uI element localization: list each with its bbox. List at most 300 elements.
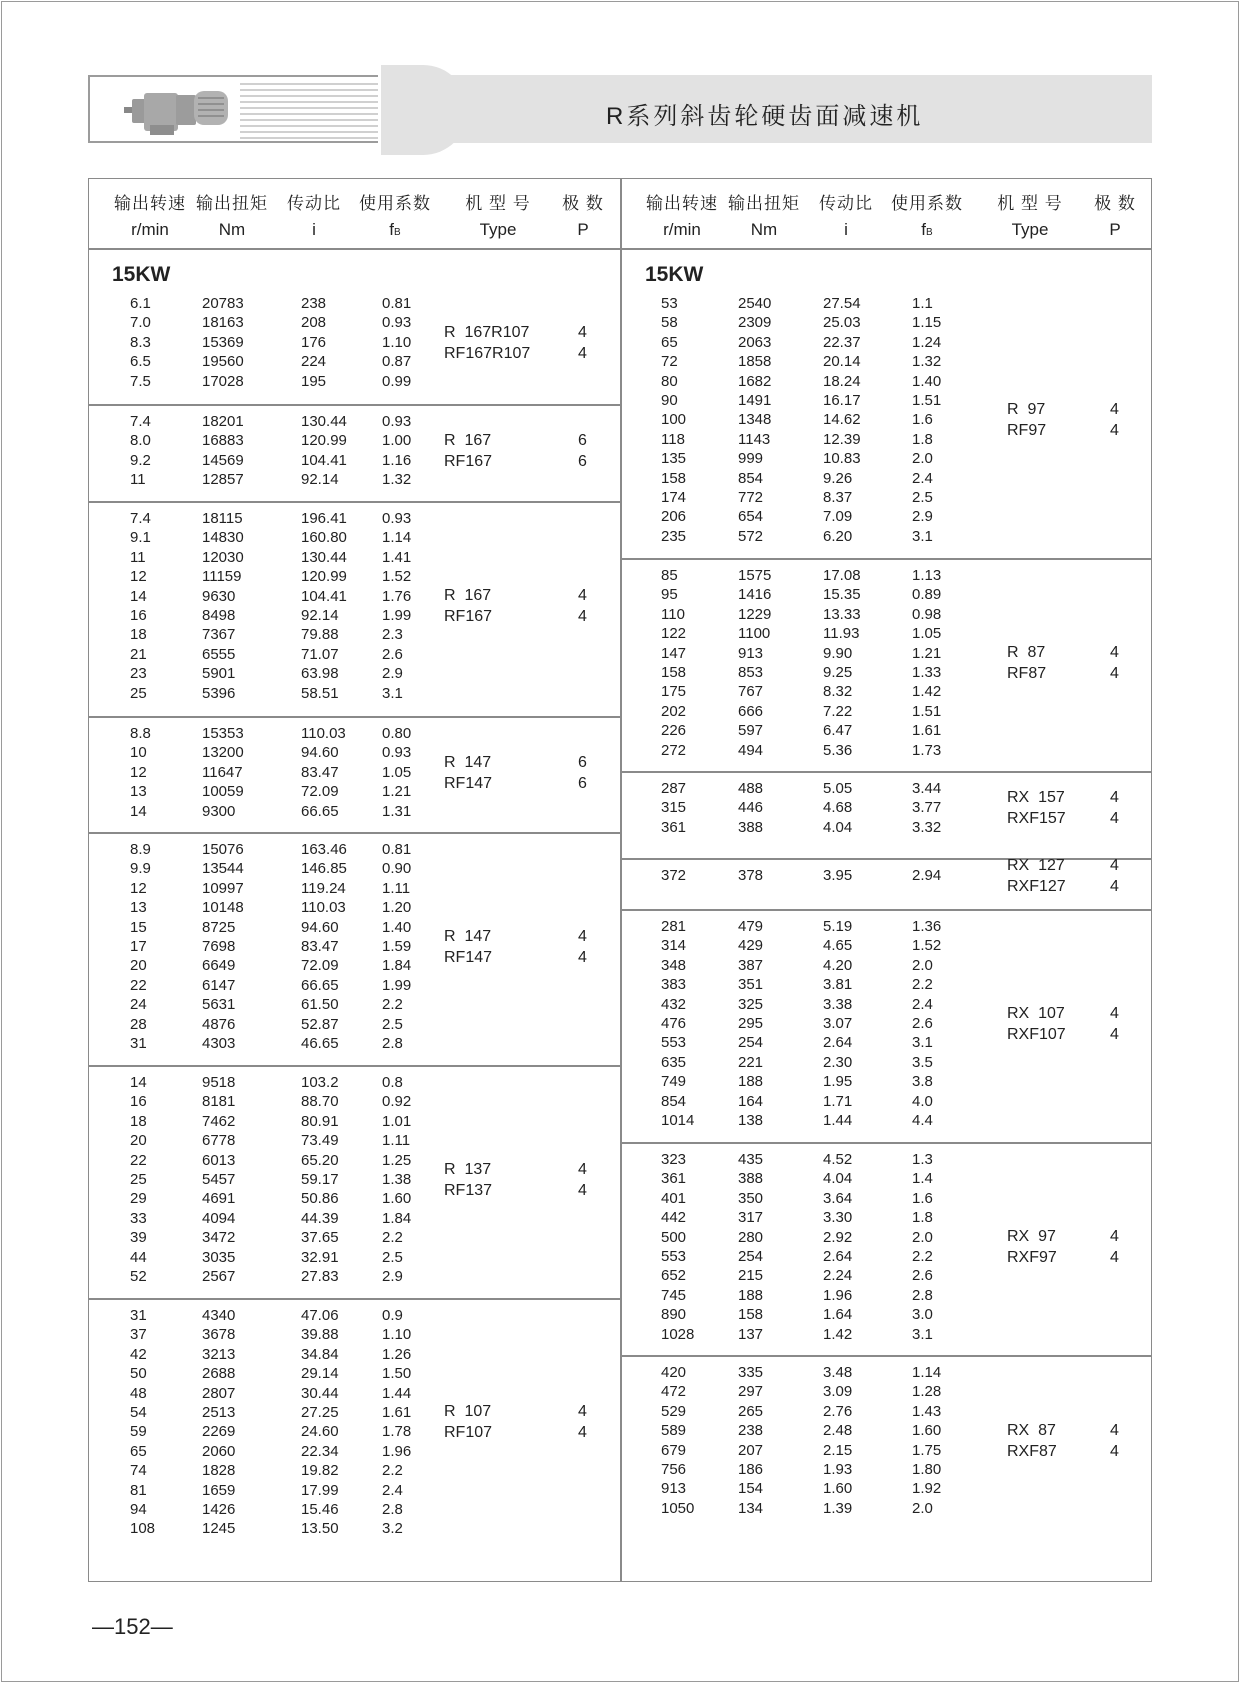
service-factor-cell: 0.98 (912, 605, 942, 623)
right-table-row (621, 1208, 1151, 1227)
right-table-row (621, 1053, 1151, 1072)
torque-cell: 11647 (202, 763, 243, 781)
torque-cell: 154 (738, 1480, 764, 1498)
speed-cell: 72 (661, 353, 678, 371)
unit-subscript: B (926, 227, 933, 238)
torque-cell: 2540 (738, 295, 772, 312)
speed-cell: 108 (130, 1520, 156, 1538)
left-model-type: R 147 (444, 753, 492, 771)
torque-cell: 3472 (202, 1229, 236, 1247)
right-table-row (621, 1382, 1151, 1401)
service-factor-cell: 2.4 (382, 1481, 403, 1499)
service-factor-cell: 1.33 (912, 664, 942, 681)
header-divider (88, 248, 1152, 250)
left-table-row (88, 1209, 620, 1228)
left-table-row (88, 995, 620, 1014)
ratio-cell: 22.37 (823, 333, 861, 351)
torque-cell: 446 (738, 799, 764, 817)
banner-image-panel (88, 75, 418, 143)
right-table-row (621, 469, 1151, 488)
service-factor-cell: 1.52 (912, 937, 942, 955)
speed-cell: 174 (661, 489, 687, 506)
ratio-cell: 4.20 (823, 956, 853, 974)
ratio-cell: 2.76 (823, 1402, 853, 1420)
left-table-row (88, 937, 620, 956)
service-factor-cell: 1.4 (912, 1170, 933, 1188)
left-table-row (88, 606, 620, 625)
ratio-cell: 146.85 (301, 860, 347, 878)
torque-cell: 8181 (202, 1093, 236, 1111)
ratio-cell: 4.04 (823, 818, 853, 836)
right-table-row (621, 1247, 1151, 1266)
service-factor-cell: 3.5 (912, 1053, 933, 1071)
speed-cell: 20 (130, 957, 147, 975)
torque-cell: 16883 (202, 432, 244, 450)
speed-cell: 476 (661, 1015, 687, 1032)
speed-cell: 54 (130, 1404, 147, 1421)
left-poles: 4 (578, 1403, 587, 1421)
left-table-row (88, 802, 620, 821)
service-factor-cell: 1.76 (382, 587, 412, 605)
torque-cell: 186 (738, 1461, 764, 1478)
service-factor-cell: 1.6 (912, 411, 933, 429)
service-factor-cell: 1.24 (912, 333, 942, 351)
right-table-row (621, 333, 1151, 352)
ratio-cell: 73.49 (301, 1132, 339, 1150)
torque-cell: 429 (738, 937, 764, 955)
service-factor-cell: 1.25 (382, 1151, 412, 1169)
right-table-row (621, 1111, 1151, 1130)
torque-cell: 378 (738, 867, 764, 884)
ratio-cell: 27.83 (301, 1268, 339, 1285)
column-unit-poles: P (1109, 220, 1121, 239)
torque-cell: 913 (738, 644, 764, 662)
torque-cell: 387 (738, 956, 764, 974)
right-table-row (621, 741, 1151, 760)
speed-cell: 7.4 (130, 413, 151, 430)
ratio-cell: 27.54 (823, 295, 861, 312)
ratio-cell: 9.90 (823, 644, 853, 662)
speed-cell: 118 (661, 430, 685, 448)
column-header-type: 机 型 号 (997, 194, 1063, 213)
torque-cell: 221 (738, 1053, 764, 1071)
ratio-cell: 9.26 (823, 469, 853, 487)
torque-cell: 1229 (738, 605, 772, 623)
torque-cell: 18163 (202, 314, 244, 332)
service-factor-cell: 3.1 (912, 1325, 933, 1343)
speed-cell: 7.5 (130, 372, 151, 390)
right-table-row (621, 702, 1151, 721)
ratio-cell: 22.34 (301, 1442, 339, 1460)
ratio-cell: 30.44 (301, 1384, 339, 1402)
torque-cell: 2269 (202, 1423, 236, 1441)
left-table-row (88, 956, 620, 975)
service-factor-cell: 1.05 (912, 625, 942, 643)
left-table-row (88, 763, 620, 782)
service-factor-cell: 1.10 (382, 333, 412, 351)
speed-cell: 85 (661, 567, 678, 584)
unit-subscript: B (394, 227, 401, 238)
ratio-cell: 2.92 (823, 1228, 853, 1246)
service-factor-cell: 2.2 (382, 1229, 403, 1247)
ratio-cell: 176 (301, 333, 327, 351)
ratio-cell: 61.50 (301, 996, 339, 1014)
left-table-row (88, 509, 620, 528)
service-factor-cell: 1.59 (382, 938, 412, 955)
left-model-type: R 137 (444, 1160, 492, 1178)
left-table-row (88, 918, 620, 937)
right-model-type: R 97 (1007, 401, 1046, 419)
speed-cell: 17 (130, 938, 147, 955)
right-table-row (621, 294, 1151, 313)
ratio-cell: 1.39 (823, 1499, 853, 1517)
left-model-type: R 167 (444, 587, 492, 604)
service-factor-cell: 1.84 (382, 957, 412, 975)
column-header-speed: 输出转速 (646, 194, 718, 213)
ratio-cell: 18.24 (823, 372, 861, 390)
column-header-torque: 输出扭矩 (196, 194, 268, 213)
right-poles: 4 (1110, 856, 1119, 874)
torque-cell: 325 (738, 995, 764, 1013)
speed-cell: 361 (661, 818, 687, 836)
left-table-row (88, 782, 620, 801)
right-table-row (621, 1286, 1151, 1305)
service-factor-cell: 2.6 (912, 1267, 933, 1285)
left-model-type: R 167R107 (444, 323, 530, 341)
service-factor-cell: 1.01 (382, 1112, 412, 1130)
service-factor-cell: 1.60 (912, 1422, 942, 1440)
ratio-cell: 6.47 (823, 722, 853, 740)
left-poles: 6 (578, 774, 587, 792)
speed-cell: 12 (130, 879, 147, 897)
service-factor-cell: 2.5 (912, 489, 933, 506)
service-factor-cell: 1.52 (382, 568, 412, 586)
speed-cell: 90 (661, 392, 678, 409)
service-factor-cell: 3.2 (382, 1520, 403, 1538)
ratio-cell: 15.35 (823, 586, 861, 604)
speed-cell: 175 (661, 683, 687, 701)
torque-cell: 6555 (202, 645, 236, 663)
left-poles: 6 (578, 431, 587, 449)
ratio-cell: 2.30 (823, 1053, 853, 1071)
torque-cell: 854 (738, 469, 764, 487)
ratio-cell: 8.32 (823, 683, 853, 701)
speed-cell: 10 (130, 744, 147, 762)
speed-cell: 65 (661, 333, 678, 351)
ratio-cell: 3.07 (823, 1015, 853, 1032)
ratio-cell: 120.99 (301, 568, 347, 586)
column-header-poles: 极 数 (562, 194, 604, 213)
ratio-cell: 160.80 (301, 529, 347, 547)
service-factor-cell: 4.0 (912, 1092, 933, 1110)
right-table-row (621, 585, 1151, 604)
right-model-type: RF97 (1007, 422, 1047, 440)
speed-cell: 500 (661, 1228, 687, 1246)
right-table-row (621, 1421, 1151, 1440)
right-table-row (621, 527, 1151, 546)
service-factor-cell: 1.6 (912, 1189, 933, 1207)
speed-cell: 7.4 (130, 510, 151, 527)
speed-cell: 420 (661, 1364, 687, 1381)
service-factor-cell: 3.1 (912, 527, 933, 545)
right-table-row (621, 779, 1151, 798)
torque-cell: 17028 (202, 372, 244, 390)
ratio-cell: 119.24 (301, 879, 346, 897)
speed-cell: 890 (661, 1306, 687, 1324)
left-table-row (88, 1170, 620, 1189)
right-table-row (621, 507, 1151, 526)
torque-cell: 767 (738, 683, 764, 701)
torque-cell: 388 (738, 1170, 764, 1188)
ratio-cell: 39.88 (301, 1326, 339, 1344)
ratio-cell: 195 (301, 372, 327, 390)
service-factor-cell: 4.4 (912, 1112, 933, 1129)
left-poles: 4 (578, 587, 587, 604)
service-factor-cell: 0.93 (382, 744, 412, 762)
ratio-cell: 104.41 (301, 451, 347, 469)
speed-cell: 7.0 (130, 314, 151, 332)
left-table-row (88, 1151, 620, 1170)
ratio-cell: 238 (301, 295, 327, 312)
ratio-cell: 4.65 (823, 937, 853, 955)
right-model-type: RX 157 (1007, 789, 1065, 807)
speed-cell: 8.9 (130, 841, 151, 858)
ratio-cell: 59.17 (301, 1171, 339, 1188)
left-table-row (88, 840, 620, 859)
speed-cell: 348 (661, 956, 687, 974)
group-divider (621, 1142, 1151, 1144)
torque-cell: 297 (738, 1383, 764, 1401)
service-factor-cell: 1.31 (382, 802, 412, 820)
right-table-row (621, 917, 1151, 936)
service-factor-cell: 2.0 (912, 450, 933, 468)
ratio-cell: 110.03 (301, 899, 346, 917)
torque-cell: 9630 (202, 587, 236, 605)
speed-cell: 122 (661, 625, 687, 643)
right-model-type: RXF87 (1007, 1442, 1057, 1460)
speed-cell: 315 (661, 799, 687, 817)
ratio-cell: 94.60 (301, 918, 339, 936)
service-factor-cell: 1.96 (382, 1442, 412, 1460)
column-unit-ratio: i (312, 220, 316, 239)
speed-cell: 28 (130, 1015, 147, 1033)
speed-cell: 1028 (661, 1325, 695, 1343)
ratio-cell: 2.48 (823, 1422, 853, 1440)
column-header-service-factor: 使用系数 (359, 194, 431, 213)
right-model-type: RX 87 (1007, 1421, 1056, 1439)
speed-cell: 314 (661, 937, 687, 955)
right-poles: 4 (1110, 422, 1119, 440)
service-factor-cell: 1.99 (382, 976, 412, 994)
service-factor-cell: 3.1 (382, 684, 403, 702)
torque-cell: 999 (738, 450, 764, 468)
right-table-row (621, 430, 1151, 449)
group-divider (621, 909, 1151, 911)
ratio-cell: 5.36 (823, 741, 853, 759)
left-table-row (88, 451, 620, 470)
right-table-row (621, 682, 1151, 701)
right-table-row (621, 313, 1151, 332)
torque-cell: 188 (738, 1073, 764, 1091)
ratio-cell: 2.24 (823, 1267, 853, 1285)
service-factor-cell: 1.26 (382, 1345, 412, 1363)
left-table-row (88, 976, 620, 995)
torque-cell: 4876 (202, 1015, 236, 1033)
speed-cell: 16 (130, 607, 147, 624)
left-table-row (88, 1267, 620, 1286)
right-table-row (621, 975, 1151, 994)
left-table-row (88, 859, 620, 878)
ratio-cell: 79.88 (301, 626, 339, 644)
torque-cell: 1491 (738, 392, 772, 409)
ratio-cell: 1.42 (823, 1325, 853, 1343)
torque-cell: 164 (738, 1092, 764, 1110)
group-divider (621, 1355, 1151, 1357)
torque-cell: 4340 (202, 1307, 236, 1324)
torque-cell: 134 (738, 1499, 764, 1517)
service-factor-cell: 1.61 (912, 722, 942, 740)
service-factor-cell: 1.40 (382, 918, 412, 936)
service-factor-cell: 0.8 (382, 1074, 403, 1091)
service-factor-cell: 1.80 (912, 1461, 942, 1478)
speed-cell: 29 (130, 1190, 147, 1208)
torque-cell: 10059 (202, 783, 244, 801)
torque-cell: 13200 (202, 744, 244, 762)
torque-cell: 2513 (202, 1404, 236, 1421)
speed-cell: 13 (130, 783, 147, 801)
ratio-cell: 29.14 (301, 1365, 339, 1383)
ratio-cell: 24.60 (301, 1423, 339, 1441)
right-table-row (621, 488, 1151, 507)
speed-cell: 48 (130, 1384, 147, 1402)
left-table-row (88, 1015, 620, 1034)
speed-cell: 33 (130, 1209, 147, 1227)
torque-cell: 6778 (202, 1132, 236, 1150)
speed-cell: 135 (661, 450, 687, 468)
left-poles: 6 (578, 753, 587, 771)
column-unit-torque: Nm (218, 220, 246, 239)
service-factor-cell: 1.32 (382, 471, 412, 489)
left-table-row (88, 372, 620, 391)
left-table-row (88, 333, 620, 352)
speed-cell: 383 (661, 976, 687, 994)
right-table-row (621, 352, 1151, 371)
right-table-row (621, 1460, 1151, 1479)
right-model-type: RXF127 (1007, 877, 1066, 895)
right-poles: 4 (1110, 810, 1119, 828)
ratio-cell: 3.64 (823, 1189, 853, 1207)
ratio-cell: 1.96 (823, 1286, 853, 1304)
left-table-row (88, 1345, 620, 1364)
torque-cell: 2567 (202, 1268, 236, 1285)
right-table-row (621, 1150, 1151, 1169)
ratio-cell: 2.64 (823, 1034, 853, 1052)
right-table-row (621, 449, 1151, 468)
right-table-row (621, 1092, 1151, 1111)
speed-cell: 401 (661, 1189, 687, 1207)
service-factor-cell: 2.2 (912, 976, 933, 994)
ratio-cell: 72.09 (301, 783, 339, 801)
left-power-label: 15KW (112, 263, 171, 286)
ratio-cell: 7.22 (823, 702, 853, 720)
left-table-row (88, 294, 620, 313)
service-factor-cell: 1.36 (912, 918, 942, 935)
speed-cell: 913 (661, 1480, 687, 1498)
left-model-type: R 147 (444, 927, 492, 945)
speed-cell: 9.1 (130, 529, 151, 547)
speed-cell: 95 (661, 586, 678, 604)
service-factor-cell: 1.51 (912, 702, 942, 720)
left-model-type: R 167 (444, 431, 492, 449)
column-unit-service-factor: fB (921, 220, 933, 239)
speed-cell: 16 (130, 1093, 147, 1111)
speed-cell: 6.1 (130, 295, 151, 312)
service-factor-cell: 2.6 (382, 645, 403, 663)
speed-cell: 44 (130, 1248, 147, 1266)
ratio-cell: 130.44 (301, 413, 347, 430)
ratio-cell: 17.99 (301, 1481, 339, 1499)
torque-cell: 1858 (738, 353, 772, 371)
left-table-row (88, 1131, 620, 1150)
torque-cell: 188 (738, 1286, 764, 1304)
torque-cell: 14569 (202, 451, 244, 469)
torque-cell: 2688 (202, 1365, 236, 1383)
left-table-row (88, 1442, 620, 1461)
left-table-row (88, 567, 620, 586)
service-factor-cell: 1.41 (382, 548, 412, 566)
torque-cell: 20783 (202, 295, 244, 312)
torque-cell: 5457 (202, 1171, 236, 1188)
speed-cell: 13 (130, 899, 147, 917)
torque-cell: 2807 (202, 1384, 236, 1402)
torque-cell: 215 (738, 1267, 764, 1285)
speed-cell: 25 (130, 684, 147, 702)
speed-cell: 652 (661, 1267, 687, 1285)
torque-cell: 238 (738, 1422, 764, 1440)
left-table-row (88, 528, 620, 547)
ratio-cell: 5.19 (823, 918, 853, 935)
right-table-row (621, 391, 1151, 410)
speed-cell: 854 (661, 1092, 687, 1110)
speed-cell: 202 (661, 702, 687, 720)
right-poles: 4 (1110, 401, 1119, 419)
service-factor-cell: 1.44 (382, 1384, 412, 1402)
service-factor-cell: 2.8 (382, 1501, 403, 1518)
torque-cell: 1575 (738, 567, 772, 584)
page-number: —152— (92, 1614, 173, 1639)
speed-cell: 14 (130, 587, 147, 605)
ratio-cell: 196.41 (301, 510, 347, 527)
right-table-row (621, 995, 1151, 1014)
right-table-row (621, 410, 1151, 429)
group-divider (88, 832, 620, 834)
torque-cell: 12857 (202, 471, 244, 489)
ratio-cell: 94.60 (301, 744, 339, 762)
service-factor-cell: 0.99 (382, 372, 412, 390)
ratio-cell: 80.91 (301, 1112, 339, 1130)
left-table-row (88, 1092, 620, 1111)
torque-cell: 9518 (202, 1074, 236, 1091)
torque-cell: 654 (738, 508, 764, 526)
service-factor-cell: 1.28 (912, 1383, 942, 1401)
ratio-cell: 10.83 (823, 450, 861, 468)
left-model-type: RF147 (444, 774, 493, 792)
page-title: R系列斜齿轮硬齿面减速机 (606, 103, 924, 130)
speed-cell: 11 (130, 548, 146, 566)
ratio-cell: 25.03 (823, 314, 861, 332)
right-table-row (621, 866, 1151, 885)
ratio-cell: 88.70 (301, 1093, 339, 1111)
